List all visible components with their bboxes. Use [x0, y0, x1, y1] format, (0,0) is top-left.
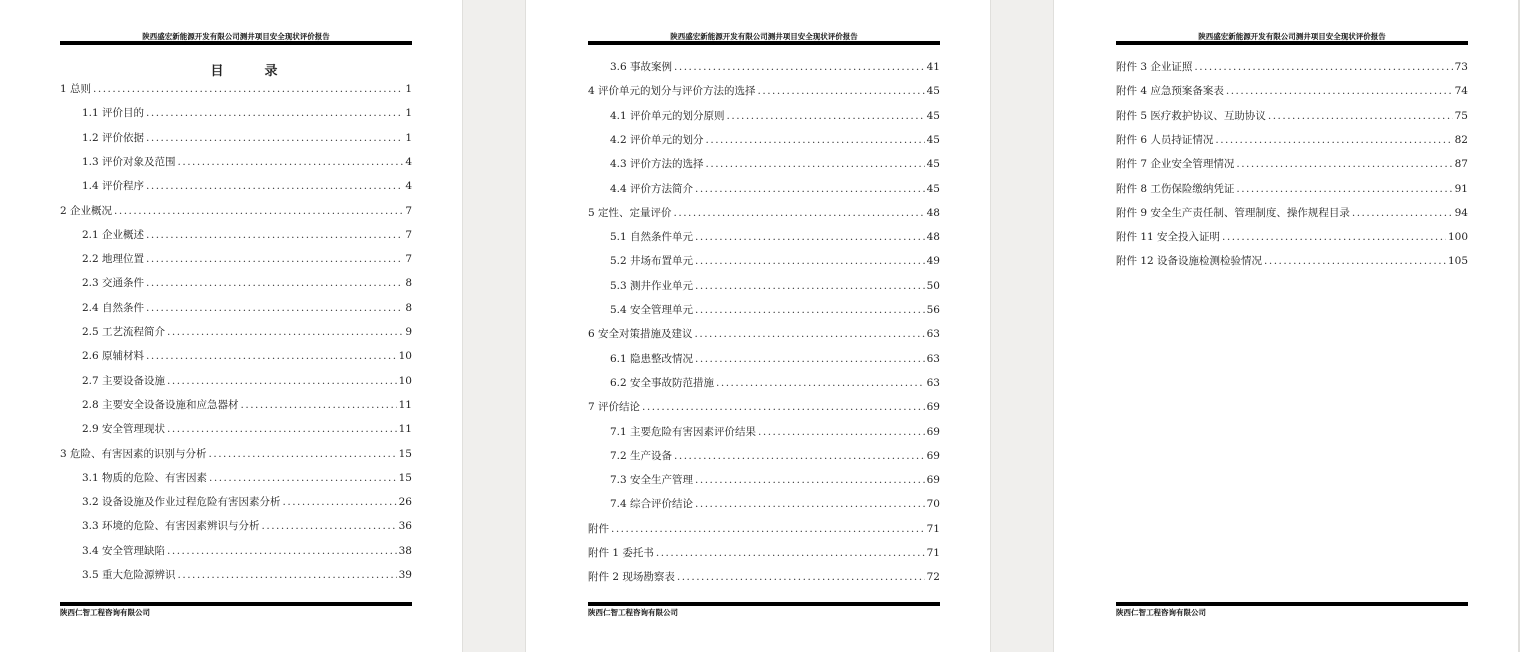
toc-entry-label: 4.4 评价方法简介: [610, 182, 694, 195]
toc-entry[interactable]: [610, 496, 940, 512]
toc-dot-leader: [695, 229, 925, 245]
toc-entry-label: 2.8 主要安全设备设施和应急器材: [82, 398, 239, 411]
toc-entry-page-number: 10: [398, 350, 412, 363]
toc-dot-leader: [1352, 205, 1453, 221]
toc-dot-leader: [1236, 156, 1452, 172]
toc-entry-page-number: 50: [926, 279, 940, 292]
toc-dot-leader: [695, 496, 925, 512]
toc-entry[interactable]: [588, 83, 940, 99]
toc-dot-leader: [146, 275, 403, 291]
toc-entry[interactable]: [82, 348, 412, 364]
header-rule: [1116, 41, 1468, 45]
toc-entry-label: 1.1 评价目的: [82, 107, 145, 120]
toc-entry[interactable]: [60, 446, 412, 462]
toc-entry[interactable]: [610, 253, 940, 269]
toc-entry-label: 附件 1 委托书: [588, 547, 654, 559]
toc-dot-leader: [706, 132, 925, 148]
toc-entry[interactable]: [610, 278, 940, 294]
toc-entry[interactable]: [588, 326, 940, 342]
toc-entry-label: 4.1 评价单元的划分原则: [610, 109, 725, 122]
page-header: 陕西盛宏新能源开发有限公司测井项目安全现状评价报告: [142, 32, 330, 41]
toc-entry-label: 附件 2 现场勘察表: [588, 571, 675, 584]
toc-entry-page-number: 4: [405, 155, 412, 168]
toc-entry-label: 1.3 评价对象及范围: [82, 155, 176, 168]
toc-entry-label: 附件 4 应急预案备案表: [1116, 85, 1224, 98]
toc-entry[interactable]: [82, 178, 412, 194]
toc-entry-label: 附件 11 安全投入证明: [1116, 231, 1221, 244]
toc-entry[interactable]: [610, 375, 940, 391]
toc-dot-leader: [695, 472, 925, 488]
toc-entry-label: 2.2 地理位置: [82, 253, 145, 266]
toc-entry-label: 7.3 安全生产管理: [610, 474, 694, 487]
toc-dot-leader: [758, 83, 925, 99]
toc-dot-leader: [178, 154, 404, 170]
toc-entry[interactable]: [82, 130, 412, 146]
toc-entry-label: 4.2 评价单元的划分: [610, 133, 704, 146]
toc-dot-leader: [642, 399, 925, 415]
toc-entry-page-number: 49: [926, 255, 940, 268]
toc-entry-page-number: 69: [926, 425, 940, 438]
toc-entry-page-number: 82: [1454, 133, 1468, 146]
toc-entry-label: 3.5 重大危险源辨识: [82, 569, 176, 581]
toc-entry[interactable]: [82, 105, 412, 121]
toc-dot-leader: [727, 108, 925, 124]
toc-entry-label: 5.1 自然条件单元: [610, 231, 694, 244]
toc-entry-page-number: 71: [926, 547, 940, 559]
toc-entry[interactable]: [82, 494, 412, 510]
toc-dot-leader: [677, 569, 925, 585]
document-page-2: [588, 0, 940, 652]
toc-entry-label: 附件 9 安全生产责任制、管理制度、操作规程目录: [1116, 206, 1350, 219]
toc-dot-leader: [114, 203, 403, 219]
toc-entry-label: 7.4 综合评价结论: [610, 498, 694, 511]
toc-dot-leader: [695, 278, 925, 294]
toc-entry-page-number: 73: [1454, 61, 1468, 73]
toc-entry[interactable]: [82, 227, 412, 243]
toc-entry-label: 6.2 安全事故防范措施: [610, 376, 715, 389]
toc-entry-label: 3.6 事故案例: [610, 61, 673, 73]
page-footer: 陕西仁智工程咨询有限公司: [1116, 608, 1206, 617]
toc-entry-label: 6 安全对策措施及建议: [588, 328, 693, 341]
toc-dot-leader: [167, 543, 397, 559]
toc-entry[interactable]: [82, 154, 412, 170]
toc-dot-leader: [695, 181, 925, 197]
toc-entry-page-number: 26: [398, 496, 412, 509]
document-page-3: [1116, 0, 1468, 652]
toc-entry[interactable]: [82, 421, 412, 437]
toc-dot-leader: [1236, 181, 1452, 197]
toc-dot-leader: [1226, 83, 1453, 99]
toc-dot-leader: [167, 373, 397, 389]
toc-dot-leader: [241, 397, 397, 413]
toc-entry-page-number: 7: [405, 253, 412, 266]
toc-dot-leader: [209, 470, 397, 486]
toc-entry-page-number: 91: [1454, 182, 1468, 195]
toc-entry[interactable]: [610, 472, 940, 488]
toc-entry-page-number: 69: [926, 401, 940, 414]
page-header: 陕西盛宏新能源开发有限公司测井项目安全现状评价报告: [670, 32, 858, 41]
toc-entry-label: 1.2 评价依据: [82, 131, 145, 144]
toc-entry-label: 3.3 环境的危险、有害因素辨识与分析: [82, 520, 260, 533]
toc-entry-label: 2.3 交通条件: [82, 277, 145, 290]
toc-entry-page-number: 1: [405, 107, 412, 120]
toc-dot-leader: [167, 324, 403, 340]
toc-title: 目 录: [210, 64, 292, 79]
toc-dot-leader: [146, 251, 403, 267]
toc-entry[interactable]: [588, 205, 940, 221]
page-footer: 陕西仁智工程咨询有限公司: [588, 608, 678, 617]
toc-entry-page-number: 15: [398, 471, 412, 484]
toc-entry-page-number: 74: [1454, 85, 1468, 98]
toc-dot-leader: [706, 156, 925, 172]
toc-dot-leader: [1264, 253, 1446, 269]
toc-dot-leader: [611, 521, 925, 537]
toc-dot-leader: [695, 326, 925, 342]
toc-entry-label: 7.2 生产设备: [610, 449, 673, 462]
toc-dot-leader: [1268, 108, 1453, 124]
toc-entry-page-number: 71: [926, 522, 940, 535]
toc-entry-page-number: 56: [926, 304, 940, 316]
toc-entry-page-number: 72: [926, 571, 940, 584]
toc-dot-leader: [146, 348, 397, 364]
toc-entry-page-number: 4: [405, 180, 412, 193]
toc-dot-leader: [1194, 59, 1452, 75]
toc-entry[interactable]: [610, 108, 940, 124]
toc-entry-label: 6.1 隐患整改情况: [610, 352, 694, 365]
toc-entry[interactable]: [588, 545, 940, 561]
toc-dot-leader: [695, 253, 925, 269]
toc-entry-page-number: 70: [926, 498, 940, 511]
toc-entry[interactable]: [82, 251, 412, 267]
toc-entry-page-number: 45: [926, 109, 940, 122]
toc-entry[interactable]: [610, 424, 940, 440]
toc-entry-page-number: 75: [1454, 109, 1468, 122]
toc-entry[interactable]: [1116, 132, 1468, 148]
toc-dot-leader: [1215, 132, 1452, 148]
toc-entry-page-number: 48: [926, 206, 940, 219]
toc-entry-page-number: 69: [926, 474, 940, 487]
footer-rule: [588, 602, 940, 606]
toc-entry-label: 2.5 工艺流程简介: [82, 326, 166, 338]
toc-entry-label: 附件 7 企业安全管理情况: [1116, 158, 1235, 171]
toc-entry-label: 2.4 自然条件: [82, 301, 145, 314]
toc-entry[interactable]: [82, 518, 412, 534]
toc-entry-label: 附件: [588, 522, 609, 535]
toc-entry-page-number: 7: [405, 228, 412, 241]
toc-dot-leader: [178, 567, 397, 583]
toc-entry-label: 2 企业概况: [60, 204, 113, 217]
toc-entry-page-number: 100: [1447, 231, 1468, 244]
toc-entry-label: 4 评价单元的划分与评价方法的选择: [588, 85, 756, 98]
toc-entry-label: 2.9 安全管理现状: [82, 423, 166, 436]
toc-entry-page-number: 15: [398, 447, 412, 460]
toc-entry-page-number: 94: [1454, 206, 1468, 219]
toc-dot-leader: [146, 300, 403, 316]
toc-entry[interactable]: [610, 351, 940, 367]
toc-entry-label: 2.1 企业概述: [82, 228, 145, 241]
toc-entry-label: 3.4 安全管理缺陷: [82, 544, 166, 557]
page-gutter-right: [990, 0, 1054, 652]
toc-dot-leader: [674, 205, 925, 221]
toc-entry-label: 附件 12 设备设施检测检验情况: [1116, 255, 1263, 268]
toc-entry-page-number: 8: [405, 277, 412, 290]
toc-dot-leader: [674, 59, 925, 75]
toc-dot-leader: [146, 130, 403, 146]
toc-dot-leader: [695, 351, 925, 367]
toc-entry-label: 附件 8 工伤保险缴纳凭证: [1116, 182, 1235, 195]
toc-entry[interactable]: [82, 275, 412, 291]
toc-entry-page-number: 45: [926, 133, 940, 146]
toc-entry-label: 5.4 安全管理单元: [610, 304, 694, 316]
toc-entry-page-number: 48: [926, 231, 940, 244]
footer-rule: [60, 602, 412, 606]
toc-entry-page-number: 69: [926, 449, 940, 462]
toc-entry-page-number: 8: [405, 301, 412, 314]
toc-entry-page-number: 11: [398, 398, 412, 411]
toc-entry[interactable]: [82, 397, 412, 413]
toc-entry[interactable]: [1116, 59, 1468, 75]
toc-dot-leader: [262, 518, 397, 534]
toc-entry-label: 3.2 设备设施及作业过程危险有害因素分析: [82, 496, 281, 509]
toc-entry[interactable]: [82, 300, 412, 316]
page-footer: 陕西仁智工程咨询有限公司: [60, 608, 150, 617]
toc-entry[interactable]: [82, 470, 412, 486]
toc-entry-label: 5.3 测井作业单元: [610, 279, 694, 292]
toc-entry-label: 3.1 物质的危险、有害因素: [82, 471, 208, 484]
document-page-1: [60, 0, 412, 652]
toc-entry[interactable]: [610, 132, 940, 148]
toc-entry-label: 附件 5 医疗救护协议、互助协议: [1116, 109, 1266, 122]
toc-entry[interactable]: [1116, 156, 1468, 172]
toc-entry-label: 1.4 评价程序: [82, 180, 145, 193]
toc-entry-label: 3 危险、有害因素的识别与分析: [60, 447, 207, 460]
toc-entry[interactable]: [82, 567, 412, 583]
toc-entry[interactable]: [610, 59, 940, 75]
toc-entry-page-number: 63: [926, 376, 940, 389]
toc-dot-leader: [1222, 229, 1446, 245]
toc-dot-leader: [146, 178, 403, 194]
toc-entry-page-number: 87: [1454, 158, 1468, 171]
toc-dot-leader: [716, 375, 925, 391]
toc-entry-page-number: 36: [398, 520, 412, 533]
toc-dot-leader: [695, 302, 925, 318]
toc-entry-page-number: 39: [398, 569, 412, 581]
toc-entry[interactable]: [1116, 83, 1468, 99]
footer-rule: [1116, 602, 1468, 606]
toc-entry[interactable]: [60, 81, 412, 97]
page-gutter-left: [462, 0, 526, 652]
toc-entry[interactable]: [610, 448, 940, 464]
toc-entry[interactable]: [610, 156, 940, 172]
toc-entry-label: 2.7 主要设备设施: [82, 374, 166, 387]
toc-entry-page-number: 41: [926, 61, 940, 73]
toc-entry-page-number: 105: [1447, 255, 1468, 268]
toc-dot-leader: [674, 448, 925, 464]
toc-entry-label: 附件 6 人员持证情况: [1116, 133, 1214, 146]
toc-entry[interactable]: [1116, 181, 1468, 197]
toc-entry-label: 5.2 井场布置单元: [610, 255, 694, 268]
toc-entry[interactable]: [610, 302, 940, 318]
toc-entry[interactable]: [610, 229, 940, 245]
toc-entry-page-number: 9: [405, 326, 412, 338]
toc-entry-label: 4.3 评价方法的选择: [610, 158, 704, 171]
toc-entry[interactable]: [1116, 205, 1468, 221]
toc-entry[interactable]: [588, 521, 940, 537]
toc-entry[interactable]: [82, 324, 412, 340]
toc-entry-label: 5 定性、定量评价: [588, 206, 672, 219]
toc-entry-page-number: 1: [405, 83, 412, 95]
toc-entry-label: 7 评价结论: [588, 401, 641, 414]
toc-entry[interactable]: [82, 543, 412, 559]
toc-dot-leader: [93, 81, 403, 97]
toc-entry-page-number: 63: [926, 328, 940, 341]
toc-entry[interactable]: [1116, 229, 1468, 245]
toc-entry[interactable]: [1116, 108, 1468, 124]
toc-entry-page-number: 38: [398, 544, 412, 557]
toc-entry-label: 7.1 主要危险有害因素评价结果: [610, 425, 757, 438]
toc-entry[interactable]: [60, 203, 412, 219]
toc-entry-page-number: 7: [405, 204, 412, 217]
toc-entry[interactable]: [588, 399, 940, 415]
toc-entry-page-number: 45: [926, 182, 940, 195]
toc-dot-leader: [167, 421, 397, 437]
toc-entry-page-number: 11: [398, 423, 412, 436]
toc-dot-leader: [146, 227, 403, 243]
toc-entry[interactable]: [610, 181, 940, 197]
toc-dot-leader: [656, 545, 925, 561]
toc-entry[interactable]: [82, 373, 412, 389]
toc-entry-page-number: 63: [926, 352, 940, 365]
header-rule: [588, 41, 940, 45]
toc-entry-label: 附件 3 企业证照: [1116, 61, 1193, 73]
toc-entry-page-number: 10: [398, 374, 412, 387]
header-rule: [60, 41, 412, 45]
toc-dot-leader: [209, 446, 397, 462]
toc-entry[interactable]: [1116, 253, 1468, 269]
toc-entry[interactable]: [588, 569, 940, 585]
page-header: 陕西盛宏新能源开发有限公司测井项目安全现状评价报告: [1198, 32, 1386, 41]
toc-entry-label: 2.6 原辅材料: [82, 350, 145, 363]
toc-entry-page-number: 45: [926, 158, 940, 171]
toc-dot-leader: [146, 105, 403, 121]
toc-entry-page-number: 45: [926, 85, 940, 98]
toc-entry-page-number: 1: [405, 131, 412, 144]
toc-dot-leader: [758, 424, 925, 440]
toc-entry-label: 1 总则: [60, 83, 92, 95]
toc-dot-leader: [283, 494, 397, 510]
